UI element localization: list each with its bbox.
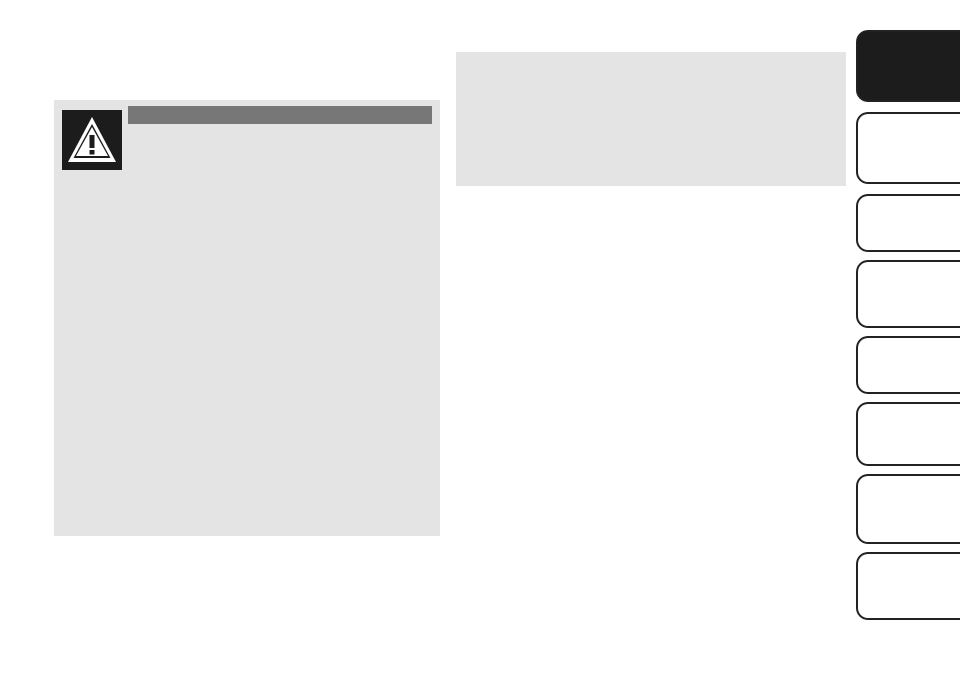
tab-anlassen-und-fahrt[interactable] — [856, 194, 960, 252]
tab-technische-daten[interactable] — [856, 474, 960, 544]
tab-stichwortverzeichnis[interactable] — [856, 552, 960, 620]
warning-text — [62, 126, 432, 170]
tab-sicherheit[interactable] — [856, 112, 960, 184]
tab-warnleuchten-und-meldungen[interactable] — [856, 260, 960, 328]
tab-kenntnis-des-fahrzeuges[interactable] — [856, 30, 960, 102]
tab-wartung-des-fahrzeugs[interactable] — [856, 402, 960, 466]
left-column — [54, 30, 440, 51]
note-paragraph — [54, 30, 440, 51]
warning-continued-box — [456, 52, 846, 186]
warning-box — [54, 100, 440, 536]
tab-im-notfall[interactable] — [856, 336, 960, 394]
warning-title — [128, 106, 432, 124]
